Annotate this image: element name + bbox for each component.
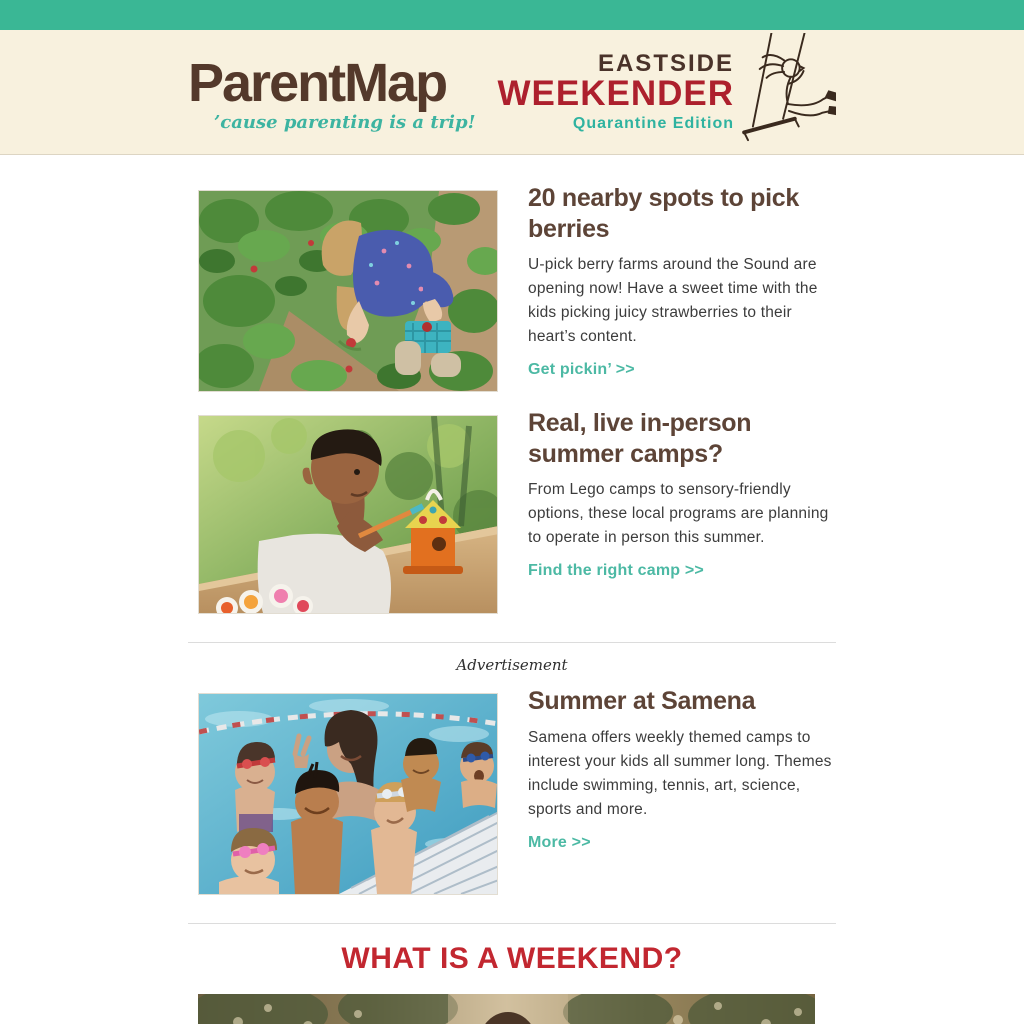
newsletter-body bbox=[188, 155, 836, 1024]
find-right-camp-link[interactable]: Find the right camp >> bbox=[528, 562, 704, 579]
more-link[interactable]: More >> bbox=[528, 833, 591, 851]
article-summer-camps bbox=[198, 409, 836, 614]
edition-masthead bbox=[497, 39, 836, 145]
article-title: Real, live in-person summer camps? bbox=[528, 409, 752, 468]
ad-summary: Samena offers weekly themed camps to interest your kids all summer long. Themes include swimming, tennis, art, science, sports and more. bbox=[528, 728, 832, 818]
article-title: 20 nearby spots to pick berries bbox=[528, 184, 799, 243]
parentmap-logo[interactable] bbox=[188, 52, 475, 133]
top-accent-bar bbox=[0, 0, 1024, 30]
edition-quarantine: Quarantine Edition bbox=[572, 115, 734, 133]
edition-eastside: EASTSIDE bbox=[597, 50, 734, 78]
article-summary: From Lego camps to sensory-friendly options, these local programs are planning to operate in person this summer. bbox=[528, 481, 829, 546]
ad-title: Summer at Samena bbox=[528, 687, 756, 715]
advertisement-label: Advertisement bbox=[456, 656, 568, 674]
divider bbox=[188, 923, 836, 924]
get-pickin-link[interactable]: Get pickin’ >> bbox=[528, 361, 635, 378]
logo-tagline: ’cause parenting is a trip! bbox=[214, 111, 476, 133]
ad-summer-at-samena bbox=[198, 687, 836, 895]
divider bbox=[188, 642, 836, 643]
boy-painting-birdhouse-photo[interactable] bbox=[198, 415, 498, 614]
what-is-a-weekend-photo[interactable] bbox=[198, 994, 815, 1024]
newsletter-header bbox=[0, 30, 1024, 155]
article-summary: U-pick berry farms around the Sound are opening now! Have a sweet time with the kids picking juicy strawberries to their heart’s content. bbox=[528, 256, 818, 345]
berry-picking-photo[interactable] bbox=[198, 190, 498, 392]
kids-in-pool-photo[interactable] bbox=[198, 693, 498, 895]
logo-wordmark: ParentMap bbox=[188, 52, 447, 113]
girl-on-swing-illustration bbox=[738, 33, 836, 145]
article-berry-picking bbox=[198, 184, 836, 392]
edition-weekender: WEEKENDER bbox=[497, 74, 734, 114]
what-is-a-weekend-heading: WHAT IS A WEEKEND? bbox=[341, 942, 683, 975]
